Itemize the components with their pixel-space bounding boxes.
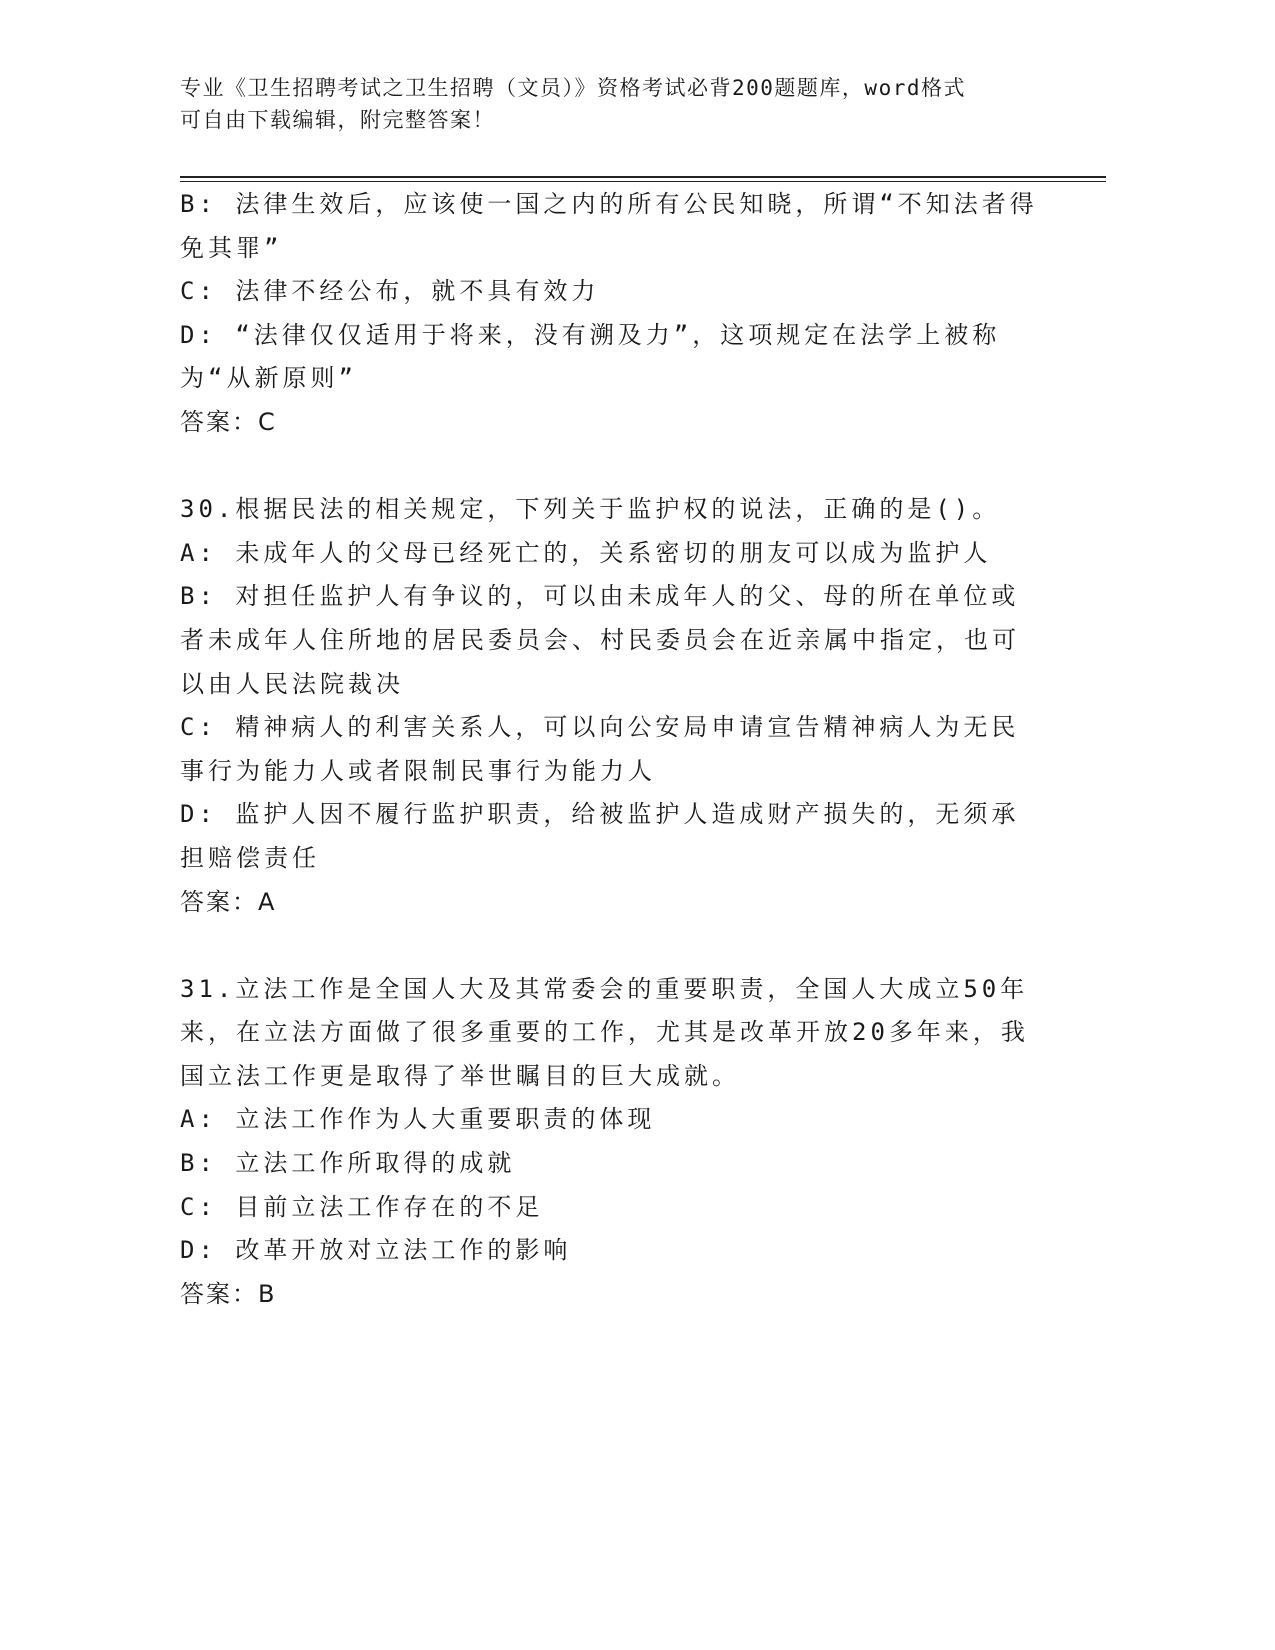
q29-answer: 答案：C bbox=[180, 407, 277, 436]
header-title-line-1: 专业《卫生招聘考试之卫生招聘（文员）》资格考试必背200题题库，word格式 bbox=[180, 76, 966, 100]
q31-question-text: 31.立法工作是全国人大及其常委会的重要职责，全国人大成立50年来，在立法方面做了很多重要的工作，尤其是改革开放20多年来，我国立法工作更是取得了举世瞩目的巨大成就。 bbox=[180, 974, 1029, 1090]
document-body bbox=[180, 183, 1040, 1316]
q29-option-c: C: 法律不经公布，就不具有效力 bbox=[180, 277, 600, 306]
q30-option-c: C: 精神病人的利害关系人，可以向公安局申请宣告精神病人为无民事行为能力人或者限制民事行为能力人 bbox=[180, 713, 1020, 785]
q29-option-b: B: 法律生效后，应该使一国之内的所有公民知晓，所谓“不知法者得免其罪” bbox=[180, 190, 1038, 262]
question-spacer bbox=[180, 924, 1040, 968]
question-29-continued bbox=[180, 183, 1040, 445]
question-30 bbox=[180, 488, 1040, 924]
q30-answer: 答案：A bbox=[180, 887, 277, 916]
q30-question-text: 30.根据民法的相关规定，下列关于监护权的说法，正确的是()。 bbox=[180, 495, 1001, 524]
q30-option-b: B: 对担任监护人有争议的，可以由未成年人的父、母的所在单位或者未成年人住所地的居民委员会、村民委员会在近亲属中指定，也可以由人民法院裁决 bbox=[180, 582, 1020, 698]
q30-option-d: D: 监护人因不履行监护职责，给被监护人造成财产损失的，无须承担赔偿责任 bbox=[180, 800, 1020, 872]
question-31 bbox=[180, 968, 1040, 1317]
header-title-line-2: 可自由下载编辑，附完整答案！ bbox=[180, 108, 495, 132]
header-divider-thick bbox=[180, 176, 1106, 178]
question-spacer bbox=[180, 445, 1040, 489]
q31-option-c: C: 目前立法工作存在的不足 bbox=[180, 1192, 544, 1221]
q29-option-d: D: “法律仅仅适用于将来，没有溯及力”，这项规定在法学上被称为“从新原则” bbox=[180, 320, 1001, 393]
q31-option-d: D: 改革开放对立法工作的影响 bbox=[180, 1236, 572, 1265]
document-header bbox=[180, 72, 1040, 136]
header-divider-thin bbox=[180, 181, 1106, 182]
q31-option-b: B: 立法工作所取得的成就 bbox=[180, 1149, 516, 1178]
q30-option-a: A: 未成年人的父母已经死亡的，关系密切的朋友可以成为监护人 bbox=[180, 538, 992, 567]
q31-option-a: A: 立法工作作为人大重要职责的体现 bbox=[180, 1105, 656, 1134]
q31-answer: 答案：B bbox=[180, 1279, 277, 1308]
